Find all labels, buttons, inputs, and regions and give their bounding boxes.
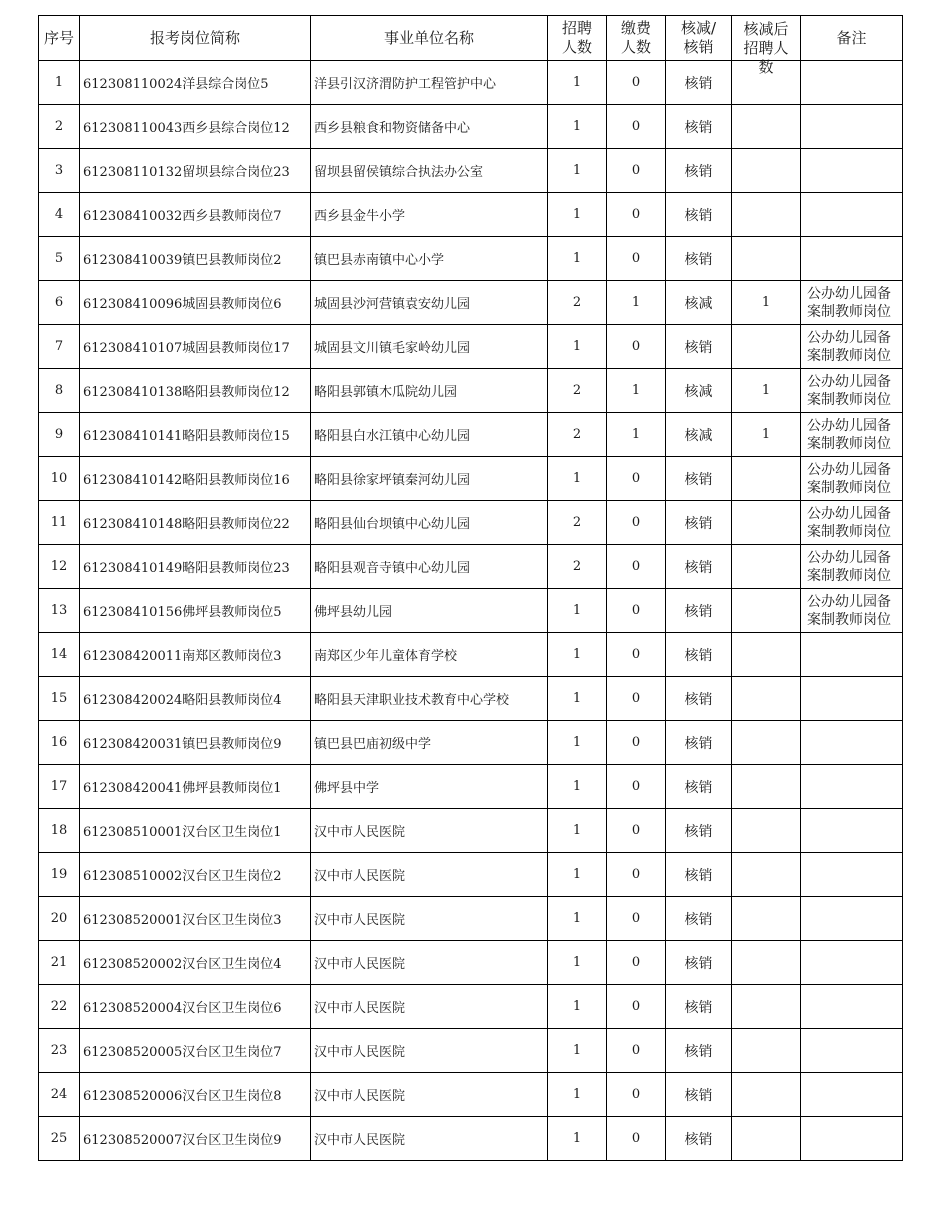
post-name-cell: 612308420024略阳县教师岗位4 [80,677,311,721]
header-note: 备注 [801,16,903,61]
recruit-count-cell: 1 [548,1117,607,1161]
after-count-cell [732,809,801,853]
note-cell [801,809,903,853]
note-cell: 公办幼儿园备案制教师岗位 [801,501,903,545]
paid-count-cell: 0 [607,105,666,149]
row-index: 14 [39,633,80,677]
note-cell [801,633,903,677]
unit-name-cell: 汉中市人民医院 [311,985,548,1029]
note-cell [801,1029,903,1073]
action-cell: 核销 [666,721,732,765]
action-cell: 核销 [666,809,732,853]
paid-count-cell: 0 [607,457,666,501]
row-index: 17 [39,765,80,809]
row-index: 10 [39,457,80,501]
action-cell: 核销 [666,1117,732,1161]
note-cell: 公办幼儿园备案制教师岗位 [801,281,903,325]
table-row [39,897,903,941]
post-name-cell: 612308410096城固县教师岗位6 [80,281,311,325]
paid-count-cell: 0 [607,237,666,281]
note-cell: 公办幼儿园备案制教师岗位 [801,545,903,589]
action-cell: 核销 [666,545,732,589]
paid-count-cell: 0 [607,633,666,677]
action-cell: 核销 [666,677,732,721]
paid-count-cell: 1 [607,281,666,325]
post-name-cell: 612308110132留坝县综合岗位23 [80,149,311,193]
recruit-count-cell: 1 [548,237,607,281]
row-index: 7 [39,325,80,369]
after-count-cell: 1 [732,369,801,413]
table-row [39,677,903,721]
unit-name-cell: 略阳县天津职业技术教育中心学校 [311,677,548,721]
paid-count-cell: 0 [607,677,666,721]
row-index: 1 [39,61,80,105]
row-index: 21 [39,941,80,985]
note-cell [801,721,903,765]
unit-name-cell: 汉中市人民医院 [311,941,548,985]
recruit-count-cell: 1 [548,809,607,853]
recruit-count-cell: 1 [548,1029,607,1073]
note-cell [801,941,903,985]
unit-name-cell: 略阳县观音寺镇中心幼儿园 [311,545,548,589]
row-index: 23 [39,1029,80,1073]
note-cell [801,193,903,237]
table-row [39,369,903,413]
recruit-count-cell: 1 [548,589,607,633]
action-cell: 核销 [666,193,732,237]
recruit-count-cell: 1 [548,633,607,677]
unit-name-cell: 镇巴县赤南镇中心小学 [311,237,548,281]
row-index: 4 [39,193,80,237]
paid-count-cell: 0 [607,589,666,633]
table-row [39,325,903,369]
note-cell [801,853,903,897]
paid-count-cell: 0 [607,193,666,237]
note-cell [801,237,903,281]
action-cell: 核销 [666,589,732,633]
table-row [39,193,903,237]
table-row [39,853,903,897]
recruit-count-cell: 1 [548,149,607,193]
action-cell: 核销 [666,941,732,985]
row-index: 16 [39,721,80,765]
table-row [39,1073,903,1117]
after-count-cell [732,765,801,809]
recruit-count-cell: 1 [548,985,607,1029]
row-index: 11 [39,501,80,545]
header-post-name: 报考岗位简称 [80,16,311,61]
unit-name-cell: 汉中市人民医院 [311,1029,548,1073]
unit-name-cell: 汉中市人民医院 [311,1117,548,1161]
table-row [39,501,903,545]
action-cell: 核销 [666,633,732,677]
post-name-cell: 612308520002汉台区卫生岗位4 [80,941,311,985]
recruit-count-cell: 2 [548,369,607,413]
note-cell [801,765,903,809]
post-name-cell: 612308410142略阳县教师岗位16 [80,457,311,501]
after-count-cell [732,325,801,369]
recruit-count-cell: 1 [548,105,607,149]
row-index: 5 [39,237,80,281]
row-index: 8 [39,369,80,413]
note-cell: 公办幼儿园备案制教师岗位 [801,369,903,413]
table-row [39,1117,903,1161]
unit-name-cell: 汉中市人民医院 [311,853,548,897]
unit-name-cell: 西乡县金牛小学 [311,193,548,237]
row-index: 6 [39,281,80,325]
recruit-count-cell: 2 [548,281,607,325]
unit-name-cell: 汉中市人民医院 [311,1073,548,1117]
row-index: 13 [39,589,80,633]
after-count-cell [732,105,801,149]
paid-count-cell: 1 [607,369,666,413]
recruitment-cancellation-table [38,15,903,1161]
row-index: 2 [39,105,80,149]
table-row [39,589,903,633]
unit-name-cell: 南郑区少年儿童体育学校 [311,633,548,677]
action-cell: 核销 [666,325,732,369]
unit-name-cell: 留坝县留侯镇综合执法办公室 [311,149,548,193]
table-row [39,237,903,281]
recruit-count-cell: 1 [548,457,607,501]
after-count-cell [732,677,801,721]
header-row [39,16,903,61]
after-count-cell [732,501,801,545]
paid-count-cell: 0 [607,897,666,941]
row-index: 20 [39,897,80,941]
action-cell: 核销 [666,1073,732,1117]
recruit-count-cell: 1 [548,853,607,897]
post-name-cell: 612308410149略阳县教师岗位23 [80,545,311,589]
table-row [39,149,903,193]
post-name-cell: 612308410148略阳县教师岗位22 [80,501,311,545]
after-count-cell [732,1117,801,1161]
note-cell [801,1073,903,1117]
note-cell [801,985,903,1029]
action-cell: 核销 [666,765,732,809]
post-name-cell: 612308520006汉台区卫生岗位8 [80,1073,311,1117]
after-count-cell [732,633,801,677]
action-cell: 核减 [666,369,732,413]
action-cell: 核销 [666,237,732,281]
action-cell: 核销 [666,1029,732,1073]
header-paid-count [607,16,666,61]
after-count-cell [732,457,801,501]
recruit-count-cell: 1 [548,765,607,809]
action-cell: 核减 [666,281,732,325]
note-cell: 公办幼儿园备案制教师岗位 [801,589,903,633]
action-cell: 核销 [666,853,732,897]
header-unit-name: 事业单位名称 [311,16,548,61]
post-name-cell: 612308410032西乡县教师岗位7 [80,193,311,237]
table-row [39,1029,903,1073]
post-name-cell: 612308410039镇巴县教师岗位2 [80,237,311,281]
after-count-cell [732,985,801,1029]
paid-count-cell: 0 [607,501,666,545]
post-name-cell: 612308510001汉台区卫生岗位1 [80,809,311,853]
table-row [39,545,903,589]
row-index: 25 [39,1117,80,1161]
table-row [39,281,903,325]
unit-name-cell: 城固县沙河营镇袁安幼儿园 [311,281,548,325]
note-cell [801,897,903,941]
note-cell [801,105,903,149]
header-paid-count-text: 缴费 人数 [620,19,651,56]
row-index: 12 [39,545,80,589]
post-name-cell: 612308410141略阳县教师岗位15 [80,413,311,457]
recruit-count-cell: 2 [548,413,607,457]
post-name-cell: 612308420041佛坪县教师岗位1 [80,765,311,809]
paid-count-cell: 0 [607,545,666,589]
after-count-cell [732,149,801,193]
table-row [39,413,903,457]
paid-count-cell: 0 [607,1117,666,1161]
note-cell [801,149,903,193]
paid-count-cell: 0 [607,765,666,809]
header-recruit-count [548,16,607,61]
post-name-cell: 612308110043西乡县综合岗位12 [80,105,311,149]
action-cell: 核销 [666,61,732,105]
paid-count-cell: 0 [607,809,666,853]
row-index: 9 [39,413,80,457]
unit-name-cell: 略阳县仙台坝镇中心幼儿园 [311,501,548,545]
after-count-cell [732,237,801,281]
recruit-count-cell: 1 [548,1073,607,1117]
header-index: 序号 [39,16,80,61]
note-cell: 公办幼儿园备案制教师岗位 [801,457,903,501]
note-cell [801,677,903,721]
action-cell: 核销 [666,897,732,941]
header-after-count [732,16,801,76]
unit-name-cell: 略阳县郭镇木瓜院幼儿园 [311,369,548,413]
unit-name-cell: 略阳县徐家坪镇秦河幼儿园 [311,457,548,501]
unit-name-cell: 汉中市人民医院 [311,897,548,941]
post-name-cell: 612308520001汉台区卫生岗位3 [80,897,311,941]
unit-name-cell: 西乡县粮食和物资储备中心 [311,105,548,149]
post-name-cell: 612308420011南郑区教师岗位3 [80,633,311,677]
post-name-cell: 612308510002汉台区卫生岗位2 [80,853,311,897]
table-row [39,105,903,149]
paid-count-cell: 0 [607,149,666,193]
post-name-cell: 612308110024洋县综合岗位5 [80,61,311,105]
row-index: 3 [39,149,80,193]
unit-name-cell: 洋县引汉济渭防护工程管护中心 [311,61,548,105]
recruit-count-cell: 1 [548,193,607,237]
after-count-cell [732,193,801,237]
table-row [39,633,903,677]
post-name-cell: 612308520007汉台区卫生岗位9 [80,1117,311,1161]
recruit-count-cell: 1 [548,721,607,765]
header-action-text: 核减/ 核销 [680,19,717,56]
post-name-cell: 612308410107城固县教师岗位17 [80,325,311,369]
header-after-count-text: 核减后 招聘人 数 [743,20,789,76]
paid-count-cell: 0 [607,1073,666,1117]
table-row [39,941,903,985]
action-cell: 核销 [666,501,732,545]
post-name-cell: 612308410138略阳县教师岗位12 [80,369,311,413]
table-row [39,721,903,765]
after-count-cell: 1 [732,281,801,325]
note-cell: 公办幼儿园备案制教师岗位 [801,325,903,369]
table-row [39,457,903,501]
unit-name-cell: 略阳县白水江镇中心幼儿园 [311,413,548,457]
after-count-cell [732,853,801,897]
recruit-count-cell: 1 [548,325,607,369]
row-index: 15 [39,677,80,721]
after-count-cell [732,589,801,633]
row-index: 19 [39,853,80,897]
post-name-cell: 612308520004汉台区卫生岗位6 [80,985,311,1029]
recruit-count-cell: 2 [548,545,607,589]
post-name-cell: 612308410156佛坪县教师岗位5 [80,589,311,633]
action-cell: 核销 [666,149,732,193]
table-row [39,985,903,1029]
paid-count-cell: 0 [607,941,666,985]
after-count-cell [732,545,801,589]
paid-count-cell: 0 [607,853,666,897]
after-count-cell [732,897,801,941]
paid-count-cell: 0 [607,61,666,105]
table-row [39,765,903,809]
note-cell [801,1117,903,1161]
recruit-count-cell: 1 [548,61,607,105]
header-action [666,16,732,61]
paid-count-cell: 1 [607,413,666,457]
unit-name-cell: 佛坪县幼儿园 [311,589,548,633]
after-count-cell [732,721,801,765]
recruit-count-cell: 1 [548,897,607,941]
post-name-cell: 612308520005汉台区卫生岗位7 [80,1029,311,1073]
recruit-count-cell: 2 [548,501,607,545]
action-cell: 核销 [666,985,732,1029]
row-index: 18 [39,809,80,853]
unit-name-cell: 汉中市人民医院 [311,809,548,853]
recruit-count-cell: 1 [548,941,607,985]
action-cell: 核销 [666,457,732,501]
after-count-cell [732,1073,801,1117]
note-cell [801,61,903,105]
row-index: 24 [39,1073,80,1117]
paid-count-cell: 0 [607,1029,666,1073]
post-name-cell: 612308420031镇巴县教师岗位9 [80,721,311,765]
after-count-cell [732,941,801,985]
row-index: 22 [39,985,80,1029]
unit-name-cell: 镇巴县巴庙初级中学 [311,721,548,765]
after-count-cell: 1 [732,413,801,457]
unit-name-cell: 城固县文川镇毛家岭幼儿园 [311,325,548,369]
table-row [39,809,903,853]
header-recruit-count-text: 招聘 人数 [561,19,592,56]
action-cell: 核销 [666,105,732,149]
paid-count-cell: 0 [607,325,666,369]
recruit-count-cell: 1 [548,677,607,721]
note-cell: 公办幼儿园备案制教师岗位 [801,413,903,457]
after-count-cell [732,1029,801,1073]
table-body [39,61,903,1161]
action-cell: 核减 [666,413,732,457]
paid-count-cell: 0 [607,985,666,1029]
paid-count-cell: 0 [607,721,666,765]
unit-name-cell: 佛坪县中学 [311,765,548,809]
